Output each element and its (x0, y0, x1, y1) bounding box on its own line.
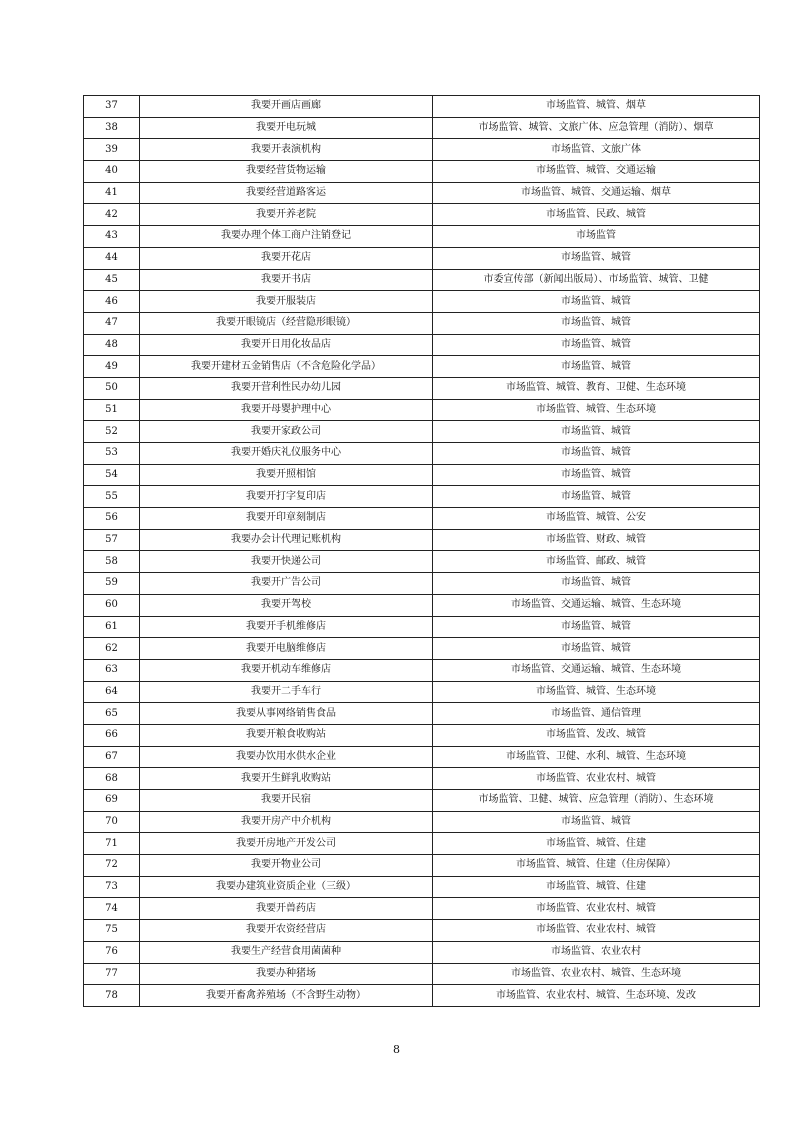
row-number-cell: 54 (84, 464, 140, 486)
service-item-cell: 我要开民宿 (140, 790, 433, 812)
service-item-cell: 我要开手机维修店 (140, 616, 433, 638)
row-number-cell: 41 (84, 182, 140, 204)
departments-cell: 市场监管、交通运输、城管、生态环境 (433, 659, 760, 681)
service-item-cell: 我要办理个体工商户注销登记 (140, 226, 433, 248)
service-item-cell: 我要开服装店 (140, 291, 433, 313)
service-item-cell: 我要开婚庆礼仪服务中心 (140, 443, 433, 465)
departments-cell: 市场监管、财政、城管 (433, 529, 760, 551)
departments-cell: 市场监管、城管 (433, 573, 760, 595)
table-row (84, 139, 760, 161)
row-number-cell: 72 (84, 855, 140, 877)
table-row (84, 985, 760, 1007)
table-row (84, 508, 760, 530)
service-item-cell: 我要开花店 (140, 247, 433, 269)
table-row (84, 941, 760, 963)
row-number-cell: 48 (84, 334, 140, 356)
table-row (84, 616, 760, 638)
departments-cell: 市场监管、卫健、城管、应急管理（消防）、生态环境 (433, 790, 760, 812)
row-number-cell: 53 (84, 443, 140, 465)
departments-cell: 市场监管、城管、交通运输 (433, 161, 760, 183)
row-number-cell: 69 (84, 790, 140, 812)
service-item-cell: 我要经营道路客运 (140, 182, 433, 204)
departments-cell: 市场监管、城管、住建（住房保障） (433, 855, 760, 877)
services-table (83, 95, 760, 1007)
row-number-cell: 67 (84, 746, 140, 768)
departments-cell: 市场监管、城管 (433, 356, 760, 378)
service-item-cell: 我要开日用化妆品店 (140, 334, 433, 356)
departments-cell: 市场监管、农业农村、城管 (433, 920, 760, 942)
departments-cell: 市场监管、城管 (433, 334, 760, 356)
table-row (84, 768, 760, 790)
table-row (84, 334, 760, 356)
table-row (84, 247, 760, 269)
departments-cell: 市场监管、邮政、城管 (433, 551, 760, 573)
row-number-cell: 66 (84, 724, 140, 746)
departments-cell: 市场监管、城管 (433, 638, 760, 660)
row-number-cell: 43 (84, 226, 140, 248)
page-number: 8 (393, 1043, 400, 1056)
row-number-cell: 47 (84, 312, 140, 334)
table-row (84, 96, 760, 118)
service-item-cell: 我要经营货物运输 (140, 161, 433, 183)
service-item-cell: 我要办饮用水供水企业 (140, 746, 433, 768)
table-row (84, 724, 760, 746)
table-row (84, 659, 760, 681)
service-item-cell: 我要开印章刻制店 (140, 508, 433, 530)
departments-cell: 市场监管、城管 (433, 312, 760, 334)
departments-cell: 市场监管、交通运输、城管、生态环境 (433, 594, 760, 616)
departments-cell: 市场监管 (433, 226, 760, 248)
table-row (84, 464, 760, 486)
table-row (84, 790, 760, 812)
departments-cell: 市场监管、城管、住建 (433, 833, 760, 855)
departments-cell: 市场监管、城管 (433, 443, 760, 465)
departments-cell: 市场监管、文旅广体 (433, 139, 760, 161)
table-row (84, 312, 760, 334)
table-row (84, 161, 760, 183)
departments-cell: 市场监管、城管 (433, 464, 760, 486)
service-item-cell: 我要开生鲜乳收购站 (140, 768, 433, 790)
row-number-cell: 77 (84, 963, 140, 985)
departments-cell: 市场监管、城管、住建 (433, 876, 760, 898)
row-number-cell: 49 (84, 356, 140, 378)
table-row (84, 117, 760, 139)
service-item-cell: 我要开快递公司 (140, 551, 433, 573)
table-row (84, 573, 760, 595)
departments-cell: 市场监管、城管、烟草 (433, 96, 760, 118)
service-item-cell: 我要开农资经营店 (140, 920, 433, 942)
departments-cell: 市场监管、城管、教育、卫健、生态环境 (433, 377, 760, 399)
service-item-cell: 我要开房地产开发公司 (140, 833, 433, 855)
service-item-cell: 我要开画店画廊 (140, 96, 433, 118)
departments-cell: 市委宣传部（新闻出版局）、市场监管、城管、卫健 (433, 269, 760, 291)
service-item-cell: 我要开粮食收购站 (140, 724, 433, 746)
departments-cell: 市场监管、城管、公安 (433, 508, 760, 530)
departments-cell: 市场监管、城管 (433, 486, 760, 508)
service-item-cell: 我要开电脑维修店 (140, 638, 433, 660)
row-number-cell: 52 (84, 421, 140, 443)
row-number-cell: 37 (84, 96, 140, 118)
service-item-cell: 我要开机动车维修店 (140, 659, 433, 681)
table-body (84, 96, 760, 1007)
row-number-cell: 76 (84, 941, 140, 963)
row-number-cell: 57 (84, 529, 140, 551)
departments-cell: 市场监管、通信管理 (433, 703, 760, 725)
row-number-cell: 63 (84, 659, 140, 681)
row-number-cell: 75 (84, 920, 140, 942)
service-item-cell: 我要开表演机构 (140, 139, 433, 161)
table-row (84, 855, 760, 877)
departments-cell: 市场监管、城管 (433, 247, 760, 269)
departments-cell: 市场监管、城管、生态环境 (433, 681, 760, 703)
row-number-cell: 59 (84, 573, 140, 595)
service-item-cell: 我要开营利性民办幼儿园 (140, 377, 433, 399)
table-row (84, 551, 760, 573)
row-number-cell: 78 (84, 985, 140, 1007)
table-row (84, 182, 760, 204)
table-row (84, 898, 760, 920)
service-item-cell: 我要开驾校 (140, 594, 433, 616)
departments-cell: 市场监管、卫健、水利、城管、生态环境 (433, 746, 760, 768)
service-item-cell: 我要开家政公司 (140, 421, 433, 443)
row-number-cell: 71 (84, 833, 140, 855)
row-number-cell: 39 (84, 139, 140, 161)
row-number-cell: 74 (84, 898, 140, 920)
service-item-cell: 我要开二手车行 (140, 681, 433, 703)
row-number-cell: 58 (84, 551, 140, 573)
service-item-cell: 我要开电玩城 (140, 117, 433, 139)
table-row (84, 291, 760, 313)
service-item-cell: 我要办种猪场 (140, 963, 433, 985)
service-item-cell: 我要开打字复印店 (140, 486, 433, 508)
service-item-cell: 我要开广告公司 (140, 573, 433, 595)
departments-cell: 市场监管、农业农村、城管、生态环境 (433, 963, 760, 985)
departments-cell: 市场监管、城管 (433, 811, 760, 833)
departments-cell: 市场监管、农业农村 (433, 941, 760, 963)
row-number-cell: 68 (84, 768, 140, 790)
row-number-cell: 44 (84, 247, 140, 269)
table-row (84, 443, 760, 465)
row-number-cell: 62 (84, 638, 140, 660)
table-row (84, 399, 760, 421)
service-item-cell: 我要从事网络销售食品 (140, 703, 433, 725)
row-number-cell: 56 (84, 508, 140, 530)
departments-cell: 市场监管、农业农村、城管 (433, 898, 760, 920)
table-row (84, 486, 760, 508)
departments-cell: 市场监管、城管、交通运输、烟草 (433, 182, 760, 204)
service-item-cell: 我要开书店 (140, 269, 433, 291)
table-row (84, 226, 760, 248)
service-item-cell: 我要开物业公司 (140, 855, 433, 877)
row-number-cell: 51 (84, 399, 140, 421)
table-row (84, 746, 760, 768)
table-row (84, 529, 760, 551)
row-number-cell: 38 (84, 117, 140, 139)
table-row (84, 681, 760, 703)
table-row (84, 703, 760, 725)
service-item-cell: 我要开母婴护理中心 (140, 399, 433, 421)
row-number-cell: 73 (84, 876, 140, 898)
row-number-cell: 70 (84, 811, 140, 833)
departments-cell: 市场监管、农业农村、城管、生态环境、发改 (433, 985, 760, 1007)
service-item-cell: 我要开建材五金销售店（不含危险化学品） (140, 356, 433, 378)
departments-cell: 市场监管、农业农村、城管 (433, 768, 760, 790)
row-number-cell: 40 (84, 161, 140, 183)
row-number-cell: 46 (84, 291, 140, 313)
row-number-cell: 55 (84, 486, 140, 508)
table-row (84, 421, 760, 443)
row-number-cell: 65 (84, 703, 140, 725)
table-row (84, 638, 760, 660)
table-row (84, 811, 760, 833)
row-number-cell: 42 (84, 204, 140, 226)
service-item-cell: 我要开兽药店 (140, 898, 433, 920)
table-row (84, 269, 760, 291)
service-item-cell: 我要开眼镜店（经营隐形眼镜） (140, 312, 433, 334)
table-row (84, 377, 760, 399)
row-number-cell: 45 (84, 269, 140, 291)
row-number-cell: 50 (84, 377, 140, 399)
service-item-cell: 我要生产经营食用菌菌种 (140, 941, 433, 963)
departments-cell: 市场监管、城管 (433, 291, 760, 313)
service-item-cell: 我要开照相馆 (140, 464, 433, 486)
service-item-cell: 我要开房产中介机构 (140, 811, 433, 833)
departments-cell: 市场监管、城管 (433, 616, 760, 638)
departments-cell: 市场监管、城管 (433, 421, 760, 443)
departments-cell: 市场监管、城管、文旅广体、应急管理（消防）、烟草 (433, 117, 760, 139)
table-row (84, 356, 760, 378)
departments-cell: 市场监管、发改、城管 (433, 724, 760, 746)
service-item-cell: 我要办会计代理记账机构 (140, 529, 433, 551)
departments-cell: 市场监管、城管、生态环境 (433, 399, 760, 421)
table-row (84, 876, 760, 898)
table-row (84, 920, 760, 942)
row-number-cell: 60 (84, 594, 140, 616)
row-number-cell: 64 (84, 681, 140, 703)
row-number-cell: 61 (84, 616, 140, 638)
table-row (84, 594, 760, 616)
service-item-cell: 我要开养老院 (140, 204, 433, 226)
service-item-cell: 我要办建筑业资质企业（三级） (140, 876, 433, 898)
service-item-cell: 我要开畜禽养殖场（不含野生动物） (140, 985, 433, 1007)
table-row (84, 833, 760, 855)
table-row (84, 204, 760, 226)
table-row (84, 963, 760, 985)
departments-cell: 市场监管、民政、城管 (433, 204, 760, 226)
